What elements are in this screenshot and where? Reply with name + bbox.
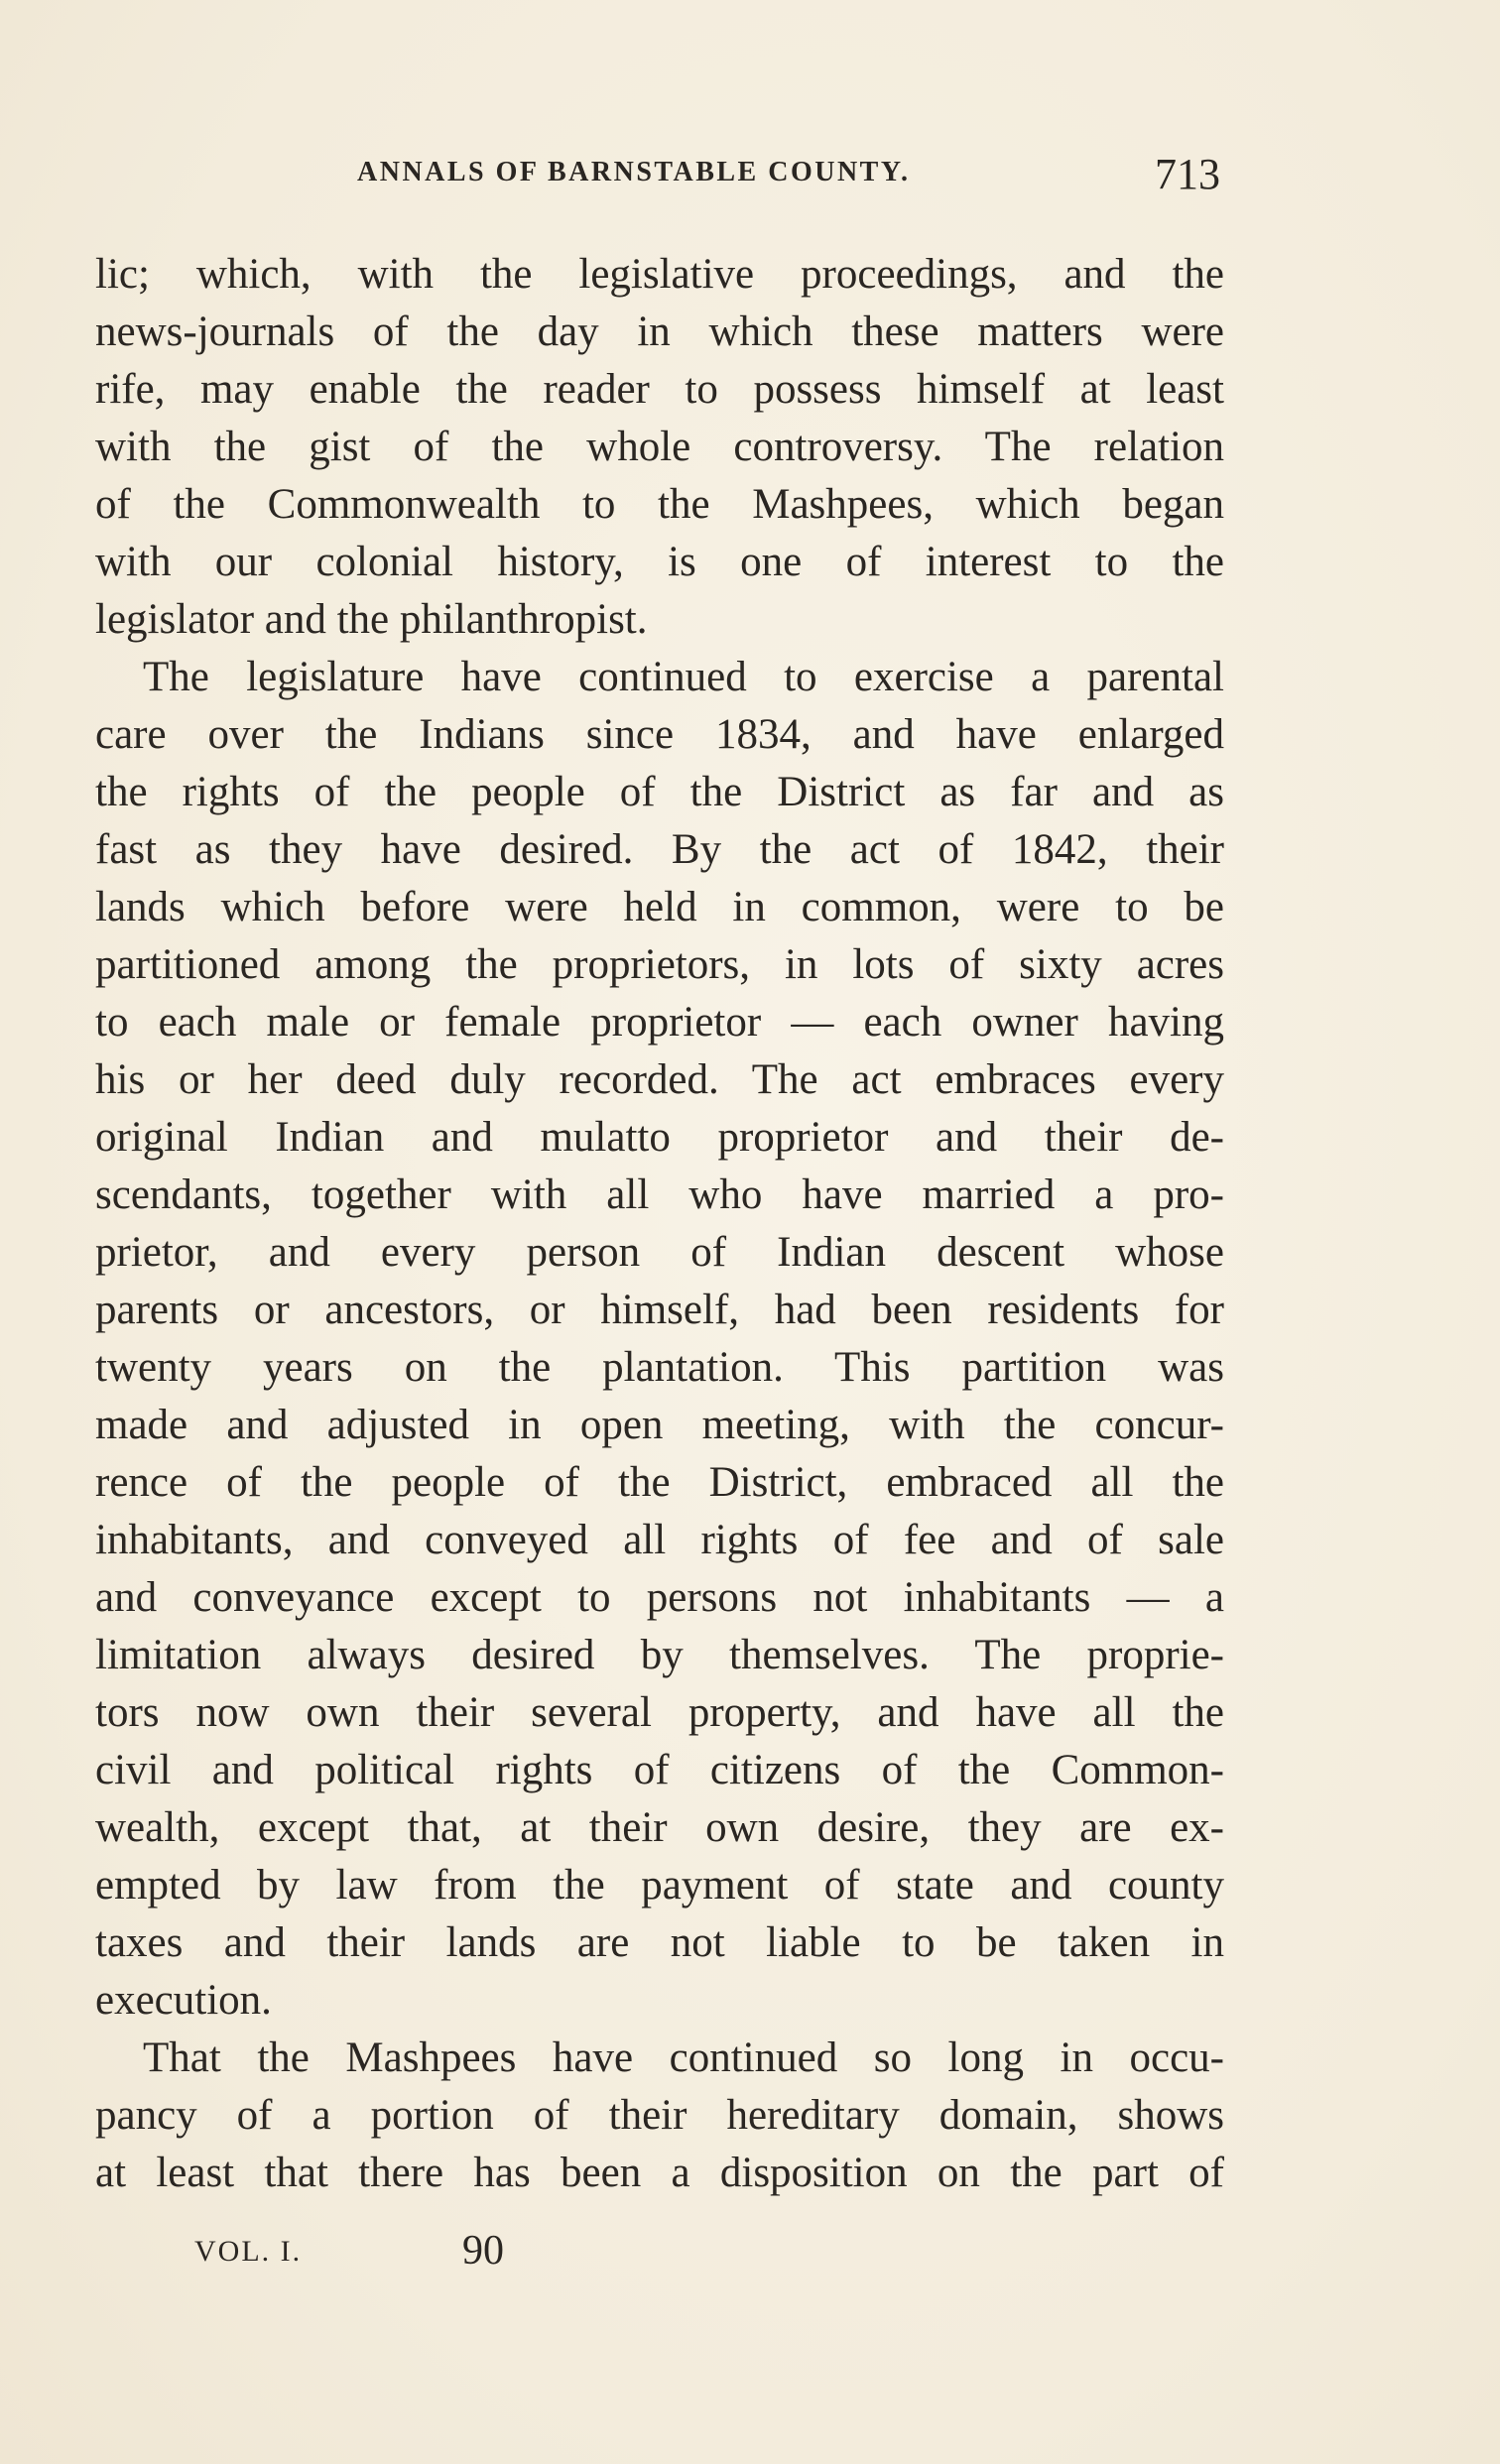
text-line: fast as they have desired. By the act of 1842, their bbox=[95, 826, 1224, 873]
text-line: news-journals of the day in which these matters were bbox=[95, 308, 1224, 355]
text-line: his or her deed duly recorded. The act embraces every bbox=[95, 1056, 1224, 1103]
page-footer bbox=[194, 2227, 591, 2286]
text-line: original Indian and mulatto proprietor and their de- bbox=[95, 1114, 1224, 1161]
running-title: ANNALS OF BARNSTABLE COUNTY. bbox=[357, 157, 911, 187]
text-line: execution. bbox=[95, 1977, 272, 2024]
text-line: made and adjusted in open meeting, with the concur- bbox=[95, 1402, 1224, 1448]
text-line: The legislature have continued to exercise a parental bbox=[143, 654, 1224, 700]
text-line: pancy of a portion of their hereditary domain, shows bbox=[95, 2092, 1224, 2139]
text-line: the rights of the people of the District as far and as bbox=[95, 769, 1224, 815]
text-line: lic; which, with the legislative proceedings, and the bbox=[95, 251, 1224, 298]
text-line: legislator and the philanthropist. bbox=[95, 596, 648, 643]
text-line: inhabitants, and conveyed all rights of fee and of sale bbox=[95, 1517, 1224, 1563]
signature-mark: 90 bbox=[462, 2228, 504, 2274]
running-head bbox=[357, 149, 1230, 198]
text-line: care over the Indians since 1834, and have enlarged bbox=[95, 711, 1224, 758]
text-line: parents or ancestors, or himself, had been residents for bbox=[95, 1287, 1224, 1333]
text-line: tors now own their several property, and have all the bbox=[95, 1689, 1224, 1736]
text-line: twenty years on the plantation. This partition was bbox=[95, 1344, 1224, 1391]
text-line: and conveyance except to persons not inhabitants — a bbox=[95, 1574, 1224, 1621]
text-line: with our colonial history, is one of interest to the bbox=[95, 539, 1224, 585]
text-line: civil and political rights of citizens of the Common- bbox=[95, 1747, 1224, 1793]
page-number: 713 bbox=[1155, 150, 1220, 198]
text-line: rife, may enable the reader to possess himself at least bbox=[95, 366, 1224, 413]
body-text bbox=[95, 246, 1224, 2202]
text-line: prietor, and every person of Indian descent whose bbox=[95, 1229, 1224, 1276]
text-line: limitation always desired by themselves. The proprie- bbox=[95, 1632, 1224, 1678]
text-line: of the Commonwealth to the Mashpees, which began bbox=[95, 481, 1224, 528]
text-line: scendants, together with all who have married a pro- bbox=[95, 1171, 1224, 1218]
text-line: empted by law from the payment of state and county bbox=[95, 1862, 1224, 1909]
text-line: with the gist of the whole controversy. The relation bbox=[95, 424, 1224, 470]
text-line: rence of the people of the District, embraced all the bbox=[95, 1459, 1224, 1506]
text-line: partitioned among the proprietors, in lots of sixty acres bbox=[95, 941, 1224, 988]
text-line: at least that there has been a disposition on the part of bbox=[95, 2150, 1224, 2196]
text-line: to each male or female proprietor — each owner having bbox=[95, 999, 1224, 1046]
text-line: taxes and their lands are not liable to be taken in bbox=[95, 1919, 1224, 1966]
volume-label: VOL. I. bbox=[194, 2235, 303, 2268]
text-line: That the Mashpees have continued so long in occu- bbox=[143, 2034, 1224, 2081]
text-line: lands which before were held in common, were to be bbox=[95, 884, 1224, 930]
text-line: wealth, except that, at their own desire, they are ex- bbox=[95, 1804, 1224, 1851]
